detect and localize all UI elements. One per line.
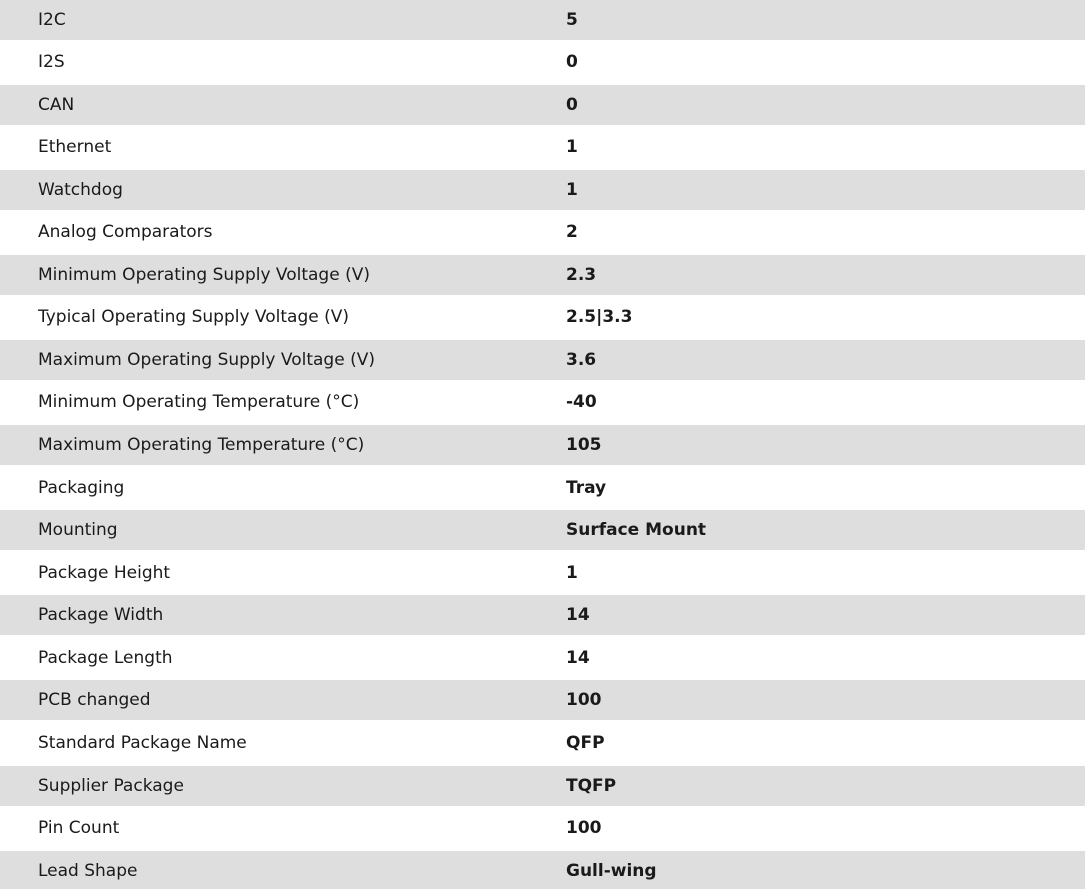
table-row bbox=[0, 553, 1085, 593]
table-row bbox=[0, 851, 1085, 889]
spec-value: 3.6 bbox=[566, 350, 597, 370]
spec-label: Package Length bbox=[38, 648, 173, 668]
spec-value: Gull-wing bbox=[566, 861, 657, 881]
spec-label: Analog Comparators bbox=[38, 222, 213, 242]
spec-label: Package Height bbox=[38, 563, 171, 583]
spec-label: PCB changed bbox=[38, 690, 151, 710]
table-row bbox=[0, 212, 1085, 252]
spec-label: Packaging bbox=[38, 478, 125, 498]
table-row bbox=[0, 766, 1085, 806]
spec-label: I2S bbox=[38, 52, 65, 72]
spec-value: 100 bbox=[566, 818, 602, 838]
table-row bbox=[0, 340, 1085, 380]
spec-value: Tray bbox=[566, 478, 607, 498]
table-row bbox=[0, 468, 1085, 508]
spec-value: TQFP bbox=[566, 776, 617, 796]
spec-value: 1 bbox=[566, 180, 578, 200]
table-row bbox=[0, 0, 1085, 40]
spec-label: Minimum Operating Temperature (°C) bbox=[38, 392, 360, 412]
table-row bbox=[0, 638, 1085, 678]
spec-value: 2.5|3.3 bbox=[566, 307, 633, 327]
spec-value: 14 bbox=[566, 648, 590, 668]
spec-value: 1 bbox=[566, 563, 578, 583]
table-row bbox=[0, 382, 1085, 422]
table-row bbox=[0, 127, 1085, 167]
table-row bbox=[0, 170, 1085, 210]
table-row bbox=[0, 510, 1085, 550]
spec-value: 100 bbox=[566, 690, 602, 710]
spec-value: 0 bbox=[566, 95, 578, 115]
table-row bbox=[0, 425, 1085, 465]
table-row bbox=[0, 297, 1085, 337]
spec-value: 0 bbox=[566, 52, 578, 72]
spec-label: I2C bbox=[38, 10, 66, 30]
spec-label: Watchdog bbox=[38, 180, 123, 200]
spec-label: Mounting bbox=[38, 520, 118, 540]
spec-label: Supplier Package bbox=[38, 776, 184, 796]
spec-label: Maximum Operating Supply Voltage (V) bbox=[38, 350, 375, 370]
spec-label: Minimum Operating Supply Voltage (V) bbox=[38, 265, 370, 285]
spec-value: 105 bbox=[566, 435, 602, 455]
spec-label: Pin Count bbox=[38, 818, 120, 838]
spec-value: Surface Mount bbox=[566, 520, 707, 540]
spec-value: QFP bbox=[566, 733, 605, 753]
table-row bbox=[0, 85, 1085, 125]
table-row bbox=[0, 255, 1085, 295]
table-row bbox=[0, 42, 1085, 82]
table-row bbox=[0, 680, 1085, 720]
spec-label: CAN bbox=[38, 95, 75, 115]
spec-label: Maximum Operating Temperature (°C) bbox=[38, 435, 365, 455]
spec-value: 5 bbox=[566, 10, 578, 30]
spec-value: 14 bbox=[566, 605, 590, 625]
spec-label: Typical Operating Supply Voltage (V) bbox=[38, 307, 349, 327]
spec-value: 2.3 bbox=[566, 265, 597, 285]
table-row bbox=[0, 595, 1085, 635]
spec-value: 1 bbox=[566, 137, 578, 157]
spec-label: Lead Shape bbox=[38, 861, 138, 881]
table-row bbox=[0, 723, 1085, 763]
spec-value: 2 bbox=[566, 222, 578, 242]
spec-label: Ethernet bbox=[38, 137, 112, 157]
table-row bbox=[0, 808, 1085, 848]
spec-label: Standard Package Name bbox=[38, 733, 247, 753]
spec-value: -40 bbox=[566, 392, 597, 412]
spec-label: Package Width bbox=[38, 605, 164, 625]
